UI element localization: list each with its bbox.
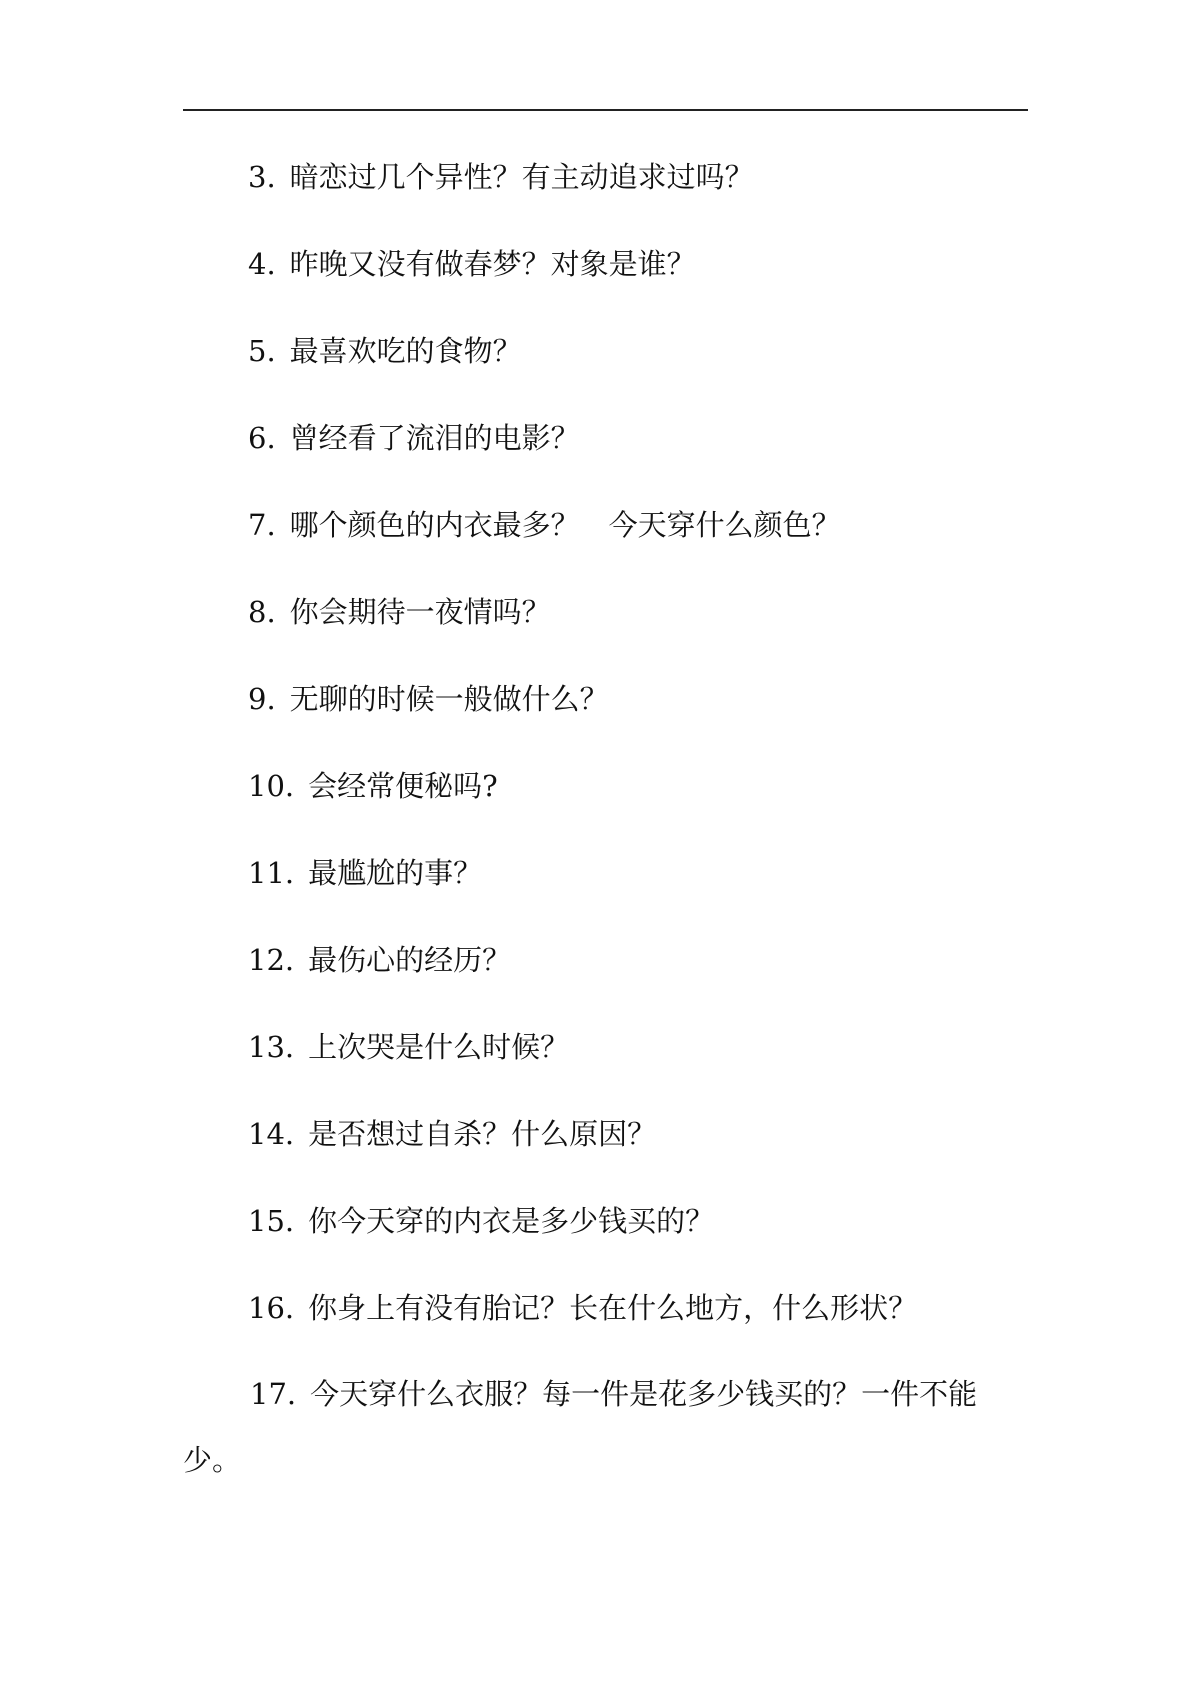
list-item <box>183 1361 1028 1493</box>
item-number: 16. <box>248 1291 295 1325</box>
item-number: 11. <box>248 856 295 890</box>
item-number: 9. <box>248 682 276 716</box>
item-number: 4. <box>248 247 276 281</box>
item-text: 暗恋过几个异性？有主动追求过吗？ <box>289 160 754 194</box>
item-text: 最伤心的经历？ <box>308 943 512 977</box>
list-item <box>248 941 511 979</box>
item-text: 曾经看了流泪的电影？ <box>289 421 580 455</box>
list-item <box>248 1028 569 1066</box>
list-item <box>248 332 522 370</box>
item-number: 14. <box>248 1117 295 1151</box>
item-number: 5. <box>248 334 276 368</box>
list-item <box>248 245 696 283</box>
item-number: 8. <box>248 595 276 629</box>
list-item <box>248 593 551 631</box>
item-number: 10. <box>248 769 295 803</box>
item-text: 最尴尬的事？ <box>308 856 483 890</box>
item-number: 15. <box>248 1204 295 1238</box>
item-number: 7. <box>248 508 276 542</box>
item-text: 你会期待一夜情吗？ <box>289 595 551 629</box>
list-item <box>248 158 754 196</box>
item-number: 6. <box>248 421 276 455</box>
item-text: 最喜欢吃的食物？ <box>289 334 522 368</box>
item-text: 今天穿什么衣服？每一件是花多少钱买的？一件不能少。 <box>183 1377 978 1477</box>
item-number: 17. <box>250 1377 297 1411</box>
item-number: 12. <box>248 943 295 977</box>
list-item <box>248 767 498 805</box>
list-item <box>248 1202 714 1240</box>
item-text: 哪个颜色的内衣最多？ 今天穿什么颜色？ <box>289 508 841 542</box>
header-rule <box>183 109 1028 111</box>
list-item <box>248 506 841 544</box>
item-text: 无聊的时候一般做什么？ <box>289 682 609 716</box>
item-text: 昨晚又没有做春梦？对象是谁？ <box>289 247 696 281</box>
list-item <box>248 680 609 718</box>
item-text: 上次哭是什么时候？ <box>308 1030 570 1064</box>
item-text: 你今天穿的内衣是多少钱买的？ <box>308 1204 715 1238</box>
list-item <box>248 419 580 457</box>
list-item <box>248 1115 656 1153</box>
item-text: 是否想过自杀？什么原因？ <box>308 1117 657 1151</box>
item-number: 3. <box>248 160 276 194</box>
list-item <box>248 1289 917 1327</box>
item-text: 会经常便秘吗? <box>308 769 498 803</box>
item-text: 你身上有没有胎记？长在什么地方，什么形状？ <box>308 1291 918 1325</box>
list-item <box>248 854 482 892</box>
item-number: 13. <box>248 1030 295 1064</box>
